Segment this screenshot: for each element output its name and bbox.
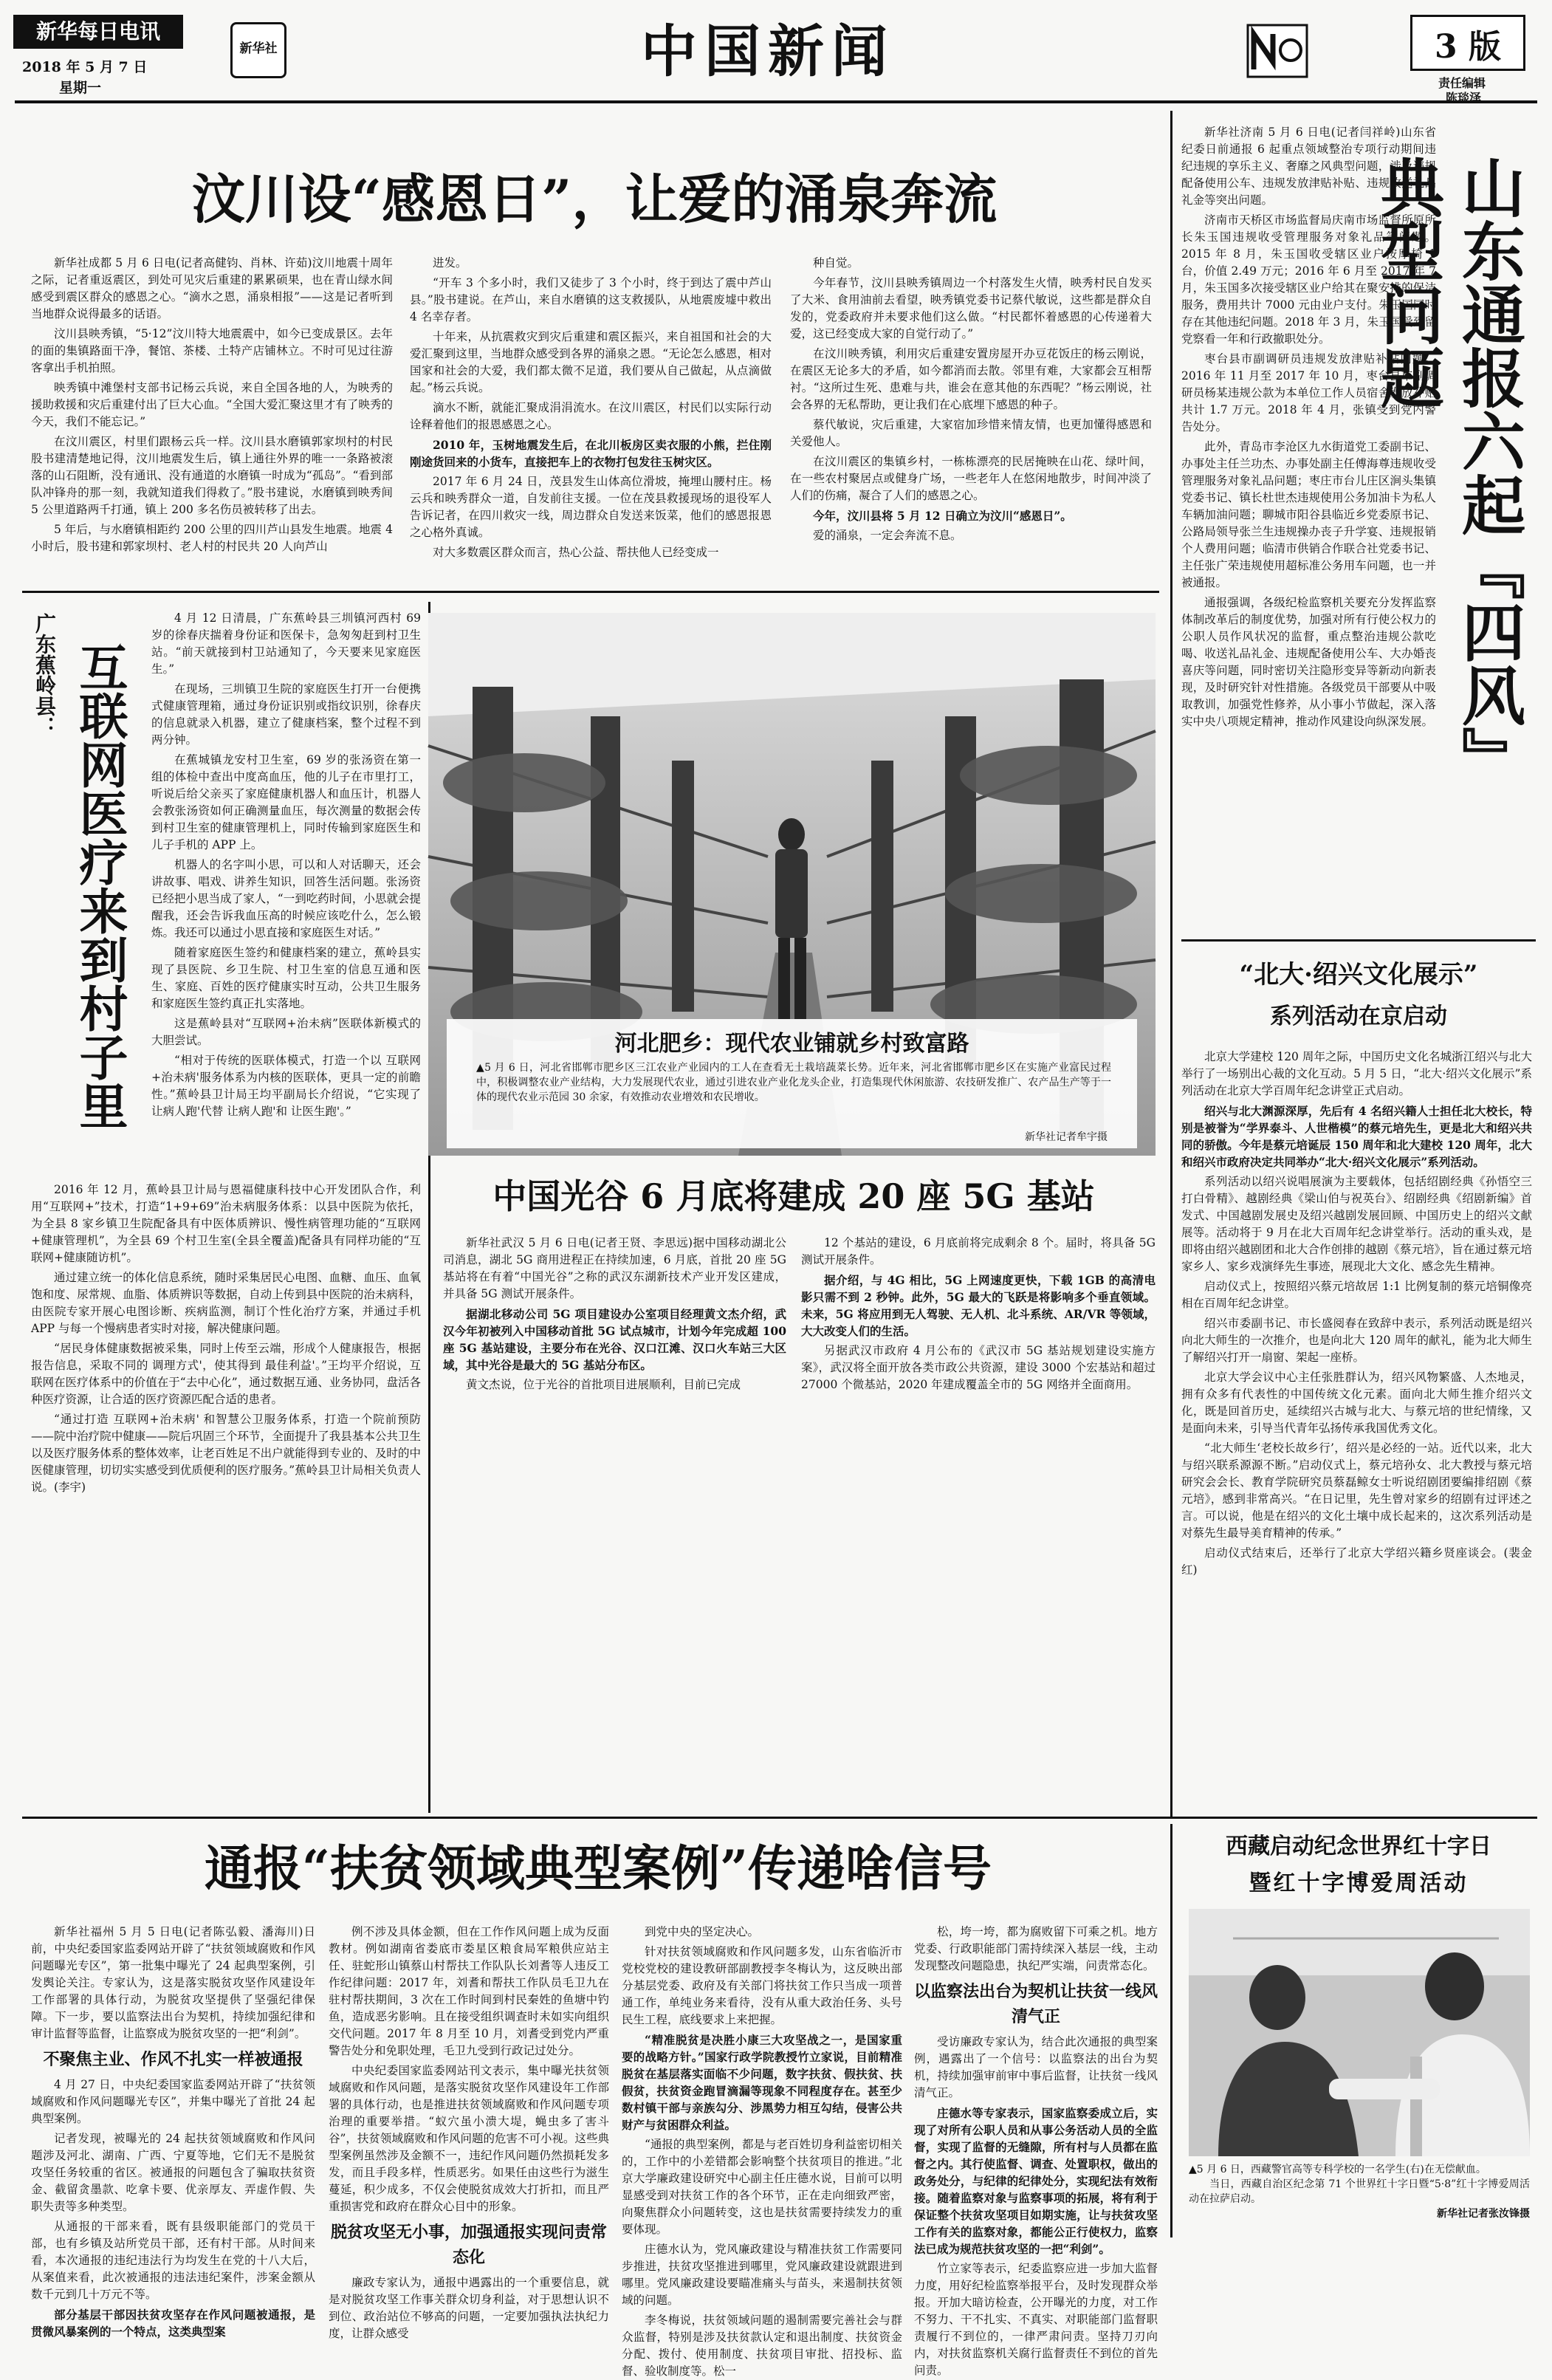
page-number: 3 版 (1435, 28, 1501, 66)
article3-para: “居民身体健康数据被采集，同时上传至云端，形成个人健康报告，根据报告信息，采取不同的 调理方式'，使其得到 最佳利益'。”王均平介绍说，互联网在医疗体系中的价值在于“去中心化”，通过数据互通、业务协同，盘活各种医疗资源，让合适的医疗资源匹配合适的患者。 (31, 1342, 421, 1406)
article3-para: 随着家庭医生签约和健康档案的建立，蕉岭县实现了县医院、乡卫生院、村卫生室的信息互通和医生、家庭、百姓的医疗健康实时互动，公共卫生服务和家庭医生签约真正扎实落地。 (151, 946, 421, 1010)
article6-para: “通报的典型案例，都是与老百姓切身利益密切相关的，工作中的小差错都会影响整个扶贫项目的推进。”北京大学廉政建设研究中心副主任庄德水说，目前可以明显感受到对扶贫工作的各个环节，正在走向细致严密，向聚焦群众小问题转变，这也是扶贫需要持续发力的重要体现。 (622, 2138, 902, 2236)
photo1-credit: 新华社记者牟宇摄 (1025, 1131, 1108, 1143)
masthead-date: 2018 年 5 月 7 日 (22, 59, 148, 75)
article1-para: 2010 年，玉树地震发生后，在北川板房区卖衣服的小熊，拦住刚刚途货回来的小货车，直接把车上的衣物打包发往玉树灾区。 (410, 438, 772, 469)
article3-para: 在蕉城镇龙安村卫生室，69 岁的张汤资在第一组的体检中查出中度高血压，他的儿子在市里打工，听说后给父亲买了家庭健康机器人和血压计，机器人会教张汤资如何正确测量血压，每次测量的数据会传到村卫生室的健康管理机上，同时传输到家庭医生和儿子手机的 APP 上。 (151, 753, 421, 851)
article3-para: 4 月 12 日清晨，广东蕉岭县三圳镇河西村 69 岁的徐春庆揣着身份证和医保卡，急匆匆赶到村卫生站。“前天就接到村卫站通知了，今天要来见家庭医生。” (151, 611, 421, 676)
article6-para: 新华社福州 5 月 5 日电(记者陈弘毅、潘海川)日前，中央纪委国家监委网站开辟了“扶贫领域腐败和作风问题曝光专区”，第一批集中曝光了 24 起典型案例，引发舆论关注。专家认为，这是落实脱贫攻坚作风建设年工作部署的具体行动，为脱贫攻坚提供了坚强纪律保障。下一步，要以监察法出台为契机，持续加强纪律和审计监督等监督，让监察成为脱贫攻坚的一把“利剑”。 (31, 1925, 315, 2040)
article5-para: “北大师生‘老校长故乡行’，绍兴是必经的一站。近代以来，北大与绍兴联系源源不断。”启动仪式上，蔡元培孙女、北大教授与蔡元培研究会会长、教育学院研究员蔡磊鲸女士听说绍剧团要编排绍剧《蔡元培》，感到非常高兴。“在日记里，先生曾对家乡的绍剧有过评述之言。可以说，他是在绍兴的文化土壤中成长起来的，这次系列活动是对蔡先生最导美育精神的传承。” (1181, 1441, 1532, 1540)
article1-para: 汶川县映秀镇，“5·12”汶川特大地震震中，如今已变成景区。去年的面的集镇路面干净，餐馆、茶楼、土特产店铺林立。不时可见过往游客拿出手机拍照。 (31, 327, 393, 374)
article6-subhead-2: 脱贫攻坚无小事，加强通报实现问责常态化 (330, 2223, 607, 2267)
article3-para: “相对于传统的医联体模式，打造一个以 互联网+治未病'服务体系为内核的医联体，更具一定的前瞻性。”蕉岭县卫计局王均平副局长介绍说，“它实现了 让病人跑'代替 让病人跑'和 让医生跑'。” (151, 1054, 421, 1118)
article6-para: 从通报的干部来看，既有县级职能部门的党员干部，也有乡镇及站所党员干部，还有村干部。从时间来看，本次通报的违纪违法行为均发生在党的十八大后，从案值来看，此次被通报的违法违纪案件，涉案金额从数千元到几十万元不等。 (31, 2220, 315, 2301)
section-title: 中国新闻 (641, 18, 895, 84)
photo1-caption-box (447, 1019, 1137, 1148)
masthead-agency: 新华每日电讯 (13, 15, 183, 49)
article4-para: 12 个基站的建设，6 月底前将完成剩余 8 个。届时，将具备 5G 测试开展条件。 (801, 1236, 1156, 1266)
article6-para: “精准脱贫是决胜小康三大攻坚战之一，是国家重要的战略方针。”国家行政学院教授竹立家说，目前精准脱贫在基层落实面临不少问题，数字扶贫、假扶贫、扶假贫，扶贫资金跑冒滴漏等现象不同程度存在。甚至少数村镇干部与亲族勾分、涉黑势力相互勾结，侵害公共财产与贫困群众利益。 (622, 2033, 902, 2132)
article1-para: 对大多数震区群众而言，热心公益、帮扶他人已经变成一 (433, 546, 719, 559)
article3-column-wide (31, 1182, 421, 1794)
article6-column-2 (329, 1924, 609, 2340)
article6-para: 庄德水等专家表示，国家监察委成立后，实现了对所有公职人员和从事公务活动人员的全监督，实现了监督的无缝隙，所有村与人员都在监督之内。其行使监督、调查、处置职权，做出的政务处分，与纪律的纪律处分，实现纪法有效衔接。随着监察对象与监察事项的拓展，将有利于保证整个扶贫攻坚项目如期实施，让与扶贫攻坚工作有关的监察对象，都能公正行使权力，监察法已成为规范扶贫攻坚的一把“利剑”。 (914, 2106, 1158, 2256)
agency-logo (230, 22, 286, 78)
article1-column-3 (790, 255, 1152, 580)
article4-headline: 中国光谷 6 月底将建成 20 座 5G 基站 (492, 1176, 1095, 1216)
article4-para: 黄文杰说，位于光谷的首批项目进展顺利，目前已完成 (466, 1378, 741, 1391)
article6-column-3 (622, 1924, 902, 2378)
article3-para: “通过打造 互联网+治未病' 和智慧公卫服务体系，打造一个院前预防——院中治疗院中健康——院后巩固三个环节，全面提升了我县基本公共卫生以及医疗服务体系的整体效率，让老百姓足不出户就能得到专业的、及时的中医健康管理，切切实实感受到优质便利的医疗服务。”蕉岭县卫计局相关负责人说。(李宇) (31, 1413, 421, 1494)
article4-para: 另据武汉市政府 4 月公布的《武汉市 5G 基站规划建设实施方案》，武汉将全面开放各类市政公共资源，建设 3000 个宏基站和超过 27000 个微基站，2020 年建成覆盖全市的 5G 网络并全面商用。 (801, 1344, 1156, 1391)
article1-para: 在汶川震区，村里们跟杨云兵一样。汶川县水磨镇郭家坝村的村民股书建清楚地记得，汶川地震发生后，镇上通往外界的唯一一条路被滚落的山石阻断，没有通讯、没有通道的水磨镇一时成为“孤岛”。“看到部队冲锋舟的那一刻，我就知道我们得救了。”股书建说，水磨镇到映秀间 5 公里道路两千打通，镇上 200 多名伤员被转移了出去。 (31, 435, 393, 516)
article6-subhead-3: 以监察法出台为契机让扶贫一线风清气正 (914, 1982, 1158, 2026)
article1-para: 今年，汶川县将 5 月 12 日确立为汶川“感恩日”。 (813, 509, 1072, 523)
article1-para: 映秀镇中滩堡村支部书记杨云兵说，来自全国各地的人，为映秀的援助救援和灾后重建付出了巨大心血。“全国大爱汇聚这里才有了映秀的今天，我们不能忘记。” (31, 381, 393, 428)
article6-para: 针对扶贫领域腐败和作风问题多发，山东省临沂市党校党校的建设教研部副教授李冬梅认为，这反映出部分基层党委、政府及有关部门将扶贫工作只当成一项普通工作，单纯业务来看待，没有从重大政治任务、头号民生工程，底线要求上来把握。 (622, 1945, 902, 2026)
article6-column-1 (31, 1924, 315, 2339)
article5-headline: “北大·绍兴文化展示” (1239, 960, 1478, 990)
article4-column-1 (443, 1235, 786, 1508)
article4-para: 据介绍，与 4G 相比，5G 上网速度更快，下载 1GB 的高清电影只需不到 2 秒钟。此外，5G 最大的飞跃是将影响多个垂直领域。未来，5G 将应用到无人驾驶、无人机、北斗系统、AR/VR 等领域，大大改变人们的生活。 (801, 1273, 1156, 1338)
article5-para: 北京大学会议中心主任张胜群认为，绍兴风物繁盛、人杰地灵，拥有众多有代表性的中国传统文化元素。面向北大师生推介绍兴文化，既是回首历史，延续绍兴古城与北大、与蔡元培的世纪情缘，又是面向未来，引导当代青年弘扬传承我国优秀文化。 (1181, 1371, 1532, 1435)
article1-column-1 (31, 255, 393, 580)
article6-column-4 (914, 1924, 1158, 2377)
article5-para: 绍兴市委副书记、市长盛阅春在致辞中表示，系列活动既是绍兴向北大师生的一次推介，也是向北大 120 周年的献礼，能为北大师生了解绍兴打开一扇窗、架起一座桥。 (1181, 1317, 1532, 1364)
editor-label: 责任编辑 (1438, 76, 1486, 90)
article6-para: 部分基层干部因扶贫攻坚存在作风问题被通报，是贯微风暴案例的一个特点，这类典型案 (31, 2308, 315, 2339)
article1-headline: 汶川设“感恩日”，让爱的涌泉奔流 (191, 168, 998, 230)
article7-subheadline: 暨红十字博爱周活动 (1249, 1870, 1469, 1896)
article2-para: 通报强调，各级纪检监察机关要充分发挥监察体制改革后的制度优势，加强对所有行使公权力的公职人员作风状况的监督，重点整治违规公款吃喝、收送礼品礼金、违规配备使用公车、大办婚丧喜庆等问题，同时密切关注隐形变异等新动向新表现，及时研究针对性措施。各级党员干部要从中吸取教训，加强党性修养，从小事小节做起，深入落实中央八项规定精神，推动作风建设向纵深发展。 (1181, 596, 1436, 728)
article1-para: 今年春节，汶川县映秀镇周边一个村落发生火情，映秀村民自发买了大米、食用油前去看望，映秀镇党委书记蔡代敏说，这些都是群众自发的，党委政府并未要求他们这么做。“村民都怀着感恩的心传递着大爱，这已经变成大家的自觉行动了。” (790, 276, 1152, 340)
article1-para: 种自觉。 (813, 256, 859, 270)
article3-para: 在现场，三圳镇卫生院的家庭医生打开一台便携式健康管理箱，通过身份证识别或指纹识别，徐春庆的信息就录入机器，建立了健康档案，整个过程不到两分钟。 (151, 682, 421, 747)
article5-column (1181, 1049, 1532, 1817)
photo1-caption-title: 河北肥乡：现代农业铺就乡村致富路 (614, 1031, 969, 1057)
article1-para: 在汶川震区的集镇乡村，一栋栋漂亮的民居掩映在山花、绿叶间，在一些农村聚居点或健身广场，一些老年人在悠闲地散步，时间冲淡了人们的伤痛，凝合了人们的感恩之心。 (790, 455, 1152, 502)
article1-para: 2017 年 6 月 24 日，茂县发生山体高位滑坡，掩埋山腰村庄。杨云兵和映秀群众一道，自发前往支援。一位在茂县救援现场的退役军人告诉记者，在四川救灾一线，周边群众自发送来饭菜，他们的感恩报恩之心格外真诚。 (410, 475, 772, 539)
article6-para: 竹立家等表示，纪委监察应进一步加大监督力度，用好纪检监察举报平台，及时发现群众举报。开加大暗访检查，公开曝光的力度，对工作不努力、干不扎实、不真实、对职能部门监督职责履行不到位的，一律严肃问责。坚持刀刃向内，对扶贫监察机关腐行监督责任不到位的首先问责。 (914, 2262, 1158, 2377)
article1-para: 5 年后，与水磨镇相距约 200 公里的四川芦山县发生地震。地震 4 小时后，股书建和郭家坝村、老人村的村民共 20 人向芦山 (31, 523, 393, 553)
article6-para: 到党中央的坚定决心。 (645, 1925, 760, 1938)
editor-name: 陈琰泽 (1446, 91, 1482, 105)
article2-para: 此外，青岛市李沧区九水街道党工委副书记、办事处主任兰功杰、办事处副主任傅海尊违规收受管理服务对象礼品问题；枣庄市台儿庄区涧头集镇党委书记、镇长杜世杰违规使用公务加油卡为私人车辆加油问题；聊城市阳谷县临近乡党委原书记、公路局领导张兰生违规操办丧子升学宴、违规报销个人费用问题；临清市供销合作联合社党委书记、主任张广荣违规使用超标准公务用车问题，也一并被通报。 (1181, 440, 1436, 589)
article7-credit: 新华社记者张汝锋摄 (1437, 2208, 1530, 2220)
article4-para: 据湖北移动公司 5G 项目建设办公室项目经理黄文杰介绍，武汉今年初被列入中国移动首批 5G 试点城市，计划今年完成超 100 座 5G 基站建设，主要分布在光谷、汉口江滩、汉口火车站三大区域，其中光谷是最大的 5G 基站分布区。 (443, 1307, 786, 1372)
logo-text: 新华社 (239, 41, 278, 56)
article1-para: 爱的涌泉，一定会奔流不息。 (813, 529, 962, 542)
article1-para: 十年来，从抗震救灾到灾后重建和震区振兴，来自祖国和社会的大爱汇聚到这里，当地群众感受到各界的涌泉之恩。“无论怎么感恩，相对国家和社会的大爱，我们都太微不足道，我们要从自己做起，从点滴做起。”杨云兵说。 (410, 330, 772, 394)
article6-para: 中央纪委国家监委网站刊文表示，集中曝光扶贫领域腐败和作风问题，是落实脱贫攻坚作风建设年工作部署的具体行动，也是推进扶贫领域腐败和作风问题专项治理的重要举措。“蚁穴虽小溃大堤，蝇虫多了害斗谷”，扶贫领域腐败和作风问题的危害不可小视。这些典型案例虽然涉及金额不一，违纪作风问题仍然损耗发多发，而且手段多样，性质恶劣。如果任由这些行为滋生蔓延，积少成多，不仅会使脱贫成效大打折扣，而且严重损害党和政府在群众心目中的形象。 (329, 2064, 609, 2213)
article5-subheadline: 系列活动在京启动 (1270, 1004, 1447, 1029)
article3-vertical-label: 广东蕉岭县： (32, 613, 57, 737)
article2-para: 新华社济南 5 月 6 日电(记者闫祥岭)山东省纪委日前通报 6 起重点领域整治专项行动期间违纪违规的享乐主义、奢靡之风典型问题，涉及违规配备使用公车、违规发放津贴补贴、违规收送礼品礼金等突出问题。 (1181, 126, 1436, 207)
masthead-weekday: 星期一 (59, 80, 102, 96)
article1-para: 新华社成都 5 月 6 日电(记者高健钧、肖林、许茹)汶川地震十周年之际，记者重返震区，到处可见灾后重建的累累硕果，也在青山绿水间感受到震区群众的感恩之心。“滴水之恩，涌泉相报”——这是记者听到当地群众说得最多的话语。 (31, 256, 393, 320)
article3-para: 通过建立统一的体化信息系统，随时采集居民心电图、血糖、血压、血氧饱和度、尿常规、血脂、体质辨识等数据，自动上传到县中医院的治未病科，由医院专家开展心电图诊断、疾病监测，制订个性化治疗方案，并通过手机 APP 与每一个慢病患者实时对接，解决健康问题。 (31, 1271, 421, 1335)
article6-para: 庄德水认为，党风廉政建设与精准扶贫工作需要同步推进，扶贫攻坚推进到哪里，党风廉政建设就跟进到哪里。党风廉政建设要瞄准痛头与苗头，来遏制扶贫领域的问题。 (622, 2243, 902, 2307)
blood-donation-photo (1189, 1909, 1530, 2156)
article6-para: 4 月 27 日，中央纪委国家监委网站开辟了“扶贫领域腐败和作风问题曝光专区”，并集中曝光了首批 24 起典型案例。 (31, 2078, 315, 2125)
article5-para: 北京大学建校 120 周年之际，中国历史文化名城浙江绍兴与北大举行了一场别出心裁的文化互动。5 月 5 日，“北大·绍兴文化展示”系列活动在北京大学百周年纪念讲堂正式启动。 (1181, 1050, 1532, 1097)
article4-para: 新华社武汉 5 月 6 日电(记者王贤、李思远)据中国移动湖北公司消息，湖北 5G 商用进程正在持续加速，6 月底，首批 20 座 5G 基站将在有着“中国光谷”之称的武汉东湖新技术产业开发区建成，并具备 5G 测试开展条件。 (443, 1236, 786, 1300)
article3-para: 机器人的名字叫小思，可以和人对话聊天，还会讲故事、唱戏、讲养生知识，回答生活问题。张汤资已经把小思当成了家人，“一到吃药时间，小思就会提醒我，还会告诉我血压高的时候应该吃什么，怎么锻炼。我还可以通过小思直接和家庭医生对话。” (151, 858, 421, 939)
article5-para: 绍兴与北大渊源深厚，先后有 4 名绍兴籍人士担任北大校长，特别是被誉为“学界泰斗、人世楷模”的蔡元培先生，更是北大和绍兴共同的骄傲。今年是蔡元培诞辰 150 周年和北大建校 120 周年，北大和绍兴市政府决定共同举办“北大·绍兴文化展示”系列活动。 (1181, 1104, 1532, 1169)
article6-subhead-1: 不聚焦主业、作风不扎实一样被通报 (43, 2050, 303, 2069)
photo1-caption: ▲5 月 6 日，河北省邯郸市肥乡区三江农业产业园内的工人在查看无土栽培蔬菜长势。近年来，河北省邯郸市肥乡区在实施产业富民过程中，积极调整农业产业结构，大力发展现代农业，通过引进农业产业化龙头企业，打造集现代休闲旅游、农技研发推广、农产品生产等于一体的现代农业示范园 30 余家，有效推动农业增效和农民增收。 (476, 1062, 1111, 1103)
article7-headline: 西藏启动纪念世界红十字日 (1226, 1834, 1491, 1859)
article5-para: 启动仪式结束后，还举行了北京大学绍兴籍乡贤座谈会。(裴金红) (1181, 1546, 1532, 1577)
article6-para: 受访廉政专家认为，结合此次通报的典型案例，遇露出了一个信号：以监察法的出台为契机，持续加强审前审中事后监督，让扶贫一线风清气正。 (914, 2035, 1158, 2099)
article1-para: “开车 3 个多小时，我们又徒步了 3 个小时，终于到达了震中芦山县。”股书建说。在芦山，来自水磨镇的这支救援队，从地震废墟中救出 4 名幸存者。 (410, 276, 772, 323)
article1-para: 蔡代敏说，灾后重建，大家宿加珍惜来情友情，也更加懂得感恩和关爱他人。 (790, 418, 1152, 448)
article7-caption-2: 当日，西藏自治区纪念第 71 个世界红十字日暨“5·8”红十字博爱周活动在拉萨启动。 (1189, 2178, 1530, 2205)
article2-para: 济南市天桥区市场监督局庆南市场监督所原所长朱玉国违规收受管理服务对象礼品等问题。2015 年 8 月，朱玉国收受辖区业户按摩椅 1 台，价值 2.49 万元；2016 年 6 月至 2017 年 7 月，朱玉国多次接受辖区业户给其在聚安排的保洁服务，费用共计 7000 元由业户支付。朱玉国同时存在其他违纪问题。2018 年 3 月，朱玉国受到留党察看一年和行政撤职处分。 (1181, 213, 1436, 346)
article6-para: 记者发现，被曝光的 24 起扶贫领域腐败和作风问题涉及河北、湖南、广西、宁夏等地，它们无不是脱贫攻坚任务较重的省区。被通报的问题包含了骗取扶贫资金、截留贪墨款、吃拿卡要、优亲厚友、弄虚作假、失职失责等多种类型。 (31, 2132, 315, 2213)
article6-para: 李冬梅说，扶贫领域问题的遏制需要完善社会与群众监督，特别是涉及扶贫款认定和退出制度、扶贫资金分配、拨付、使用制度、扶贫项目审批、招投标、监督、验收制度等。松一 (622, 2314, 902, 2378)
page-number-box (1410, 15, 1525, 71)
article1-column-2 (410, 255, 772, 580)
article6-para: 例不涉及具体金额，但在工作作风问题上成为反面教材。例如湖南省娄底市娄星区粮食局军粮供应站主任、驻蛇形山镇蔡山村帮扶工作队队长刘耆等人违反工作纪律问题：2017 年，刘耆和帮扶工作队员毛卫九在驻村帮扶期间，3 次在工作时间到村民秦姓的鱼塘中钓鱼，造成恶劣影响。且在接受组织调查时未如实向组织交代问题。2017 年 8 月至 10 月，刘耆受到党内严重警告处分和免职处理，毛卫九受到行政记过处分。 (329, 1925, 609, 2057)
article3-vertical-title: 互联网医疗来到村子里 (71, 642, 128, 1130)
article1-para: 在汶川映秀镇，利用灾后重建安置房屋开办豆花饭庄的杨云刚说，在震区无论多大的矛盾，如今都消而去散。邻里有难，大家都会互相帮衬。“这所过生死、患难与共，谁会在意其他的东西呢？”杨云刚说，社会各界的无私帮助，更让我们在心底埋下感恩的种子。 (790, 347, 1152, 411)
article1-para: 滴水不断，就能汇聚成涓涓流水。在汶川震区，村民们以实际行动诠释着他们的报恩感恩之心。 (410, 401, 772, 431)
article6-para: 松，垮一垮，都为腐败留下可乘之机。地方党委、行政职能部门需持续深入基层一线，主动发现整改问题隐患，执纪严实端，问责常态化。 (914, 1925, 1158, 1972)
article7-caption-area (1189, 2162, 1530, 2243)
article1-para: 进发。 (433, 256, 467, 270)
article6-para: 廉政专家认为，通报中遇露出的一个重要信息，就是对脱贫攻坚工作事关群众切身利益，对于思想认识不到位、政治站位不够高的问题，一定要加强执法执纪力度，让群众感受 (329, 2276, 609, 2340)
article6-headline: 通报“扶贫领域典型案例”传递啥信号 (205, 1839, 992, 1897)
article5-para: 启动仪式上，按照绍兴蔡元培故居 1:1 比例复制的蔡元培铜像亮相在百周年纪念讲堂。 (1181, 1280, 1532, 1310)
article2-para: 枣台县市副调研员违规发放津贴补贴问题。2016 年 11 月至 2017 年 10 月，枣台县市副调研员杨某违规公款为本单位工作人员宿舍发放补贴共计 1.7 万元。2018 年 4 月，张镇受到党内警告处分。 (1181, 352, 1436, 433)
article7-caption: ▲5 月 6 日，西藏警官高等专科学校的一名学生(右)在无偿献血。 (1189, 2164, 1486, 2175)
article2-vertical-title: 山东通报六起『四风』典型问题 (1370, 155, 1525, 790)
article3-para: 2016 年 12 月，蕉岭县卫计局与恩福健康科技中心开发团队合作，利用“互联网+”技术，打造“1+9+69”治未病服务体系：以县中医院为依托，为全县 8 家乡镇卫生院配备具有中医体质辨识、慢性病管理功能的“互联网+健康管理机”，为全县 69 个村卫生室(全县全覆盖)配备具有同样功能的“互联网+健康随访机”。 (31, 1183, 421, 1264)
article5-para: 系列活动以绍兴说唱展演为主要载体，包括绍剧经典《孙悟空三打白骨精》、越剧经典《梁山伯与祝英台》、绍剧经典《绍剧新编》首发式、中国越剧发展史及绍兴越剧发展回顾、中国历史上的绍兴文献展等。活动将于 9 月在北大百周年纪念讲堂举行。活动的重头戏，是即将由绍兴越剧团和北大合作创排的越剧《蔡元培》，旨在通过蔡元培家乡人、家乡戏演绎先生事迹，展现北大文化、感念先生精神。 (1181, 1175, 1532, 1273)
news-logo-icon (1248, 25, 1307, 77)
article4-column-2 (801, 1235, 1156, 1508)
article3-para: 这是蕉岭县对“互联网+治未病”医联体新模式的大胆尝试。 (151, 1017, 421, 1047)
